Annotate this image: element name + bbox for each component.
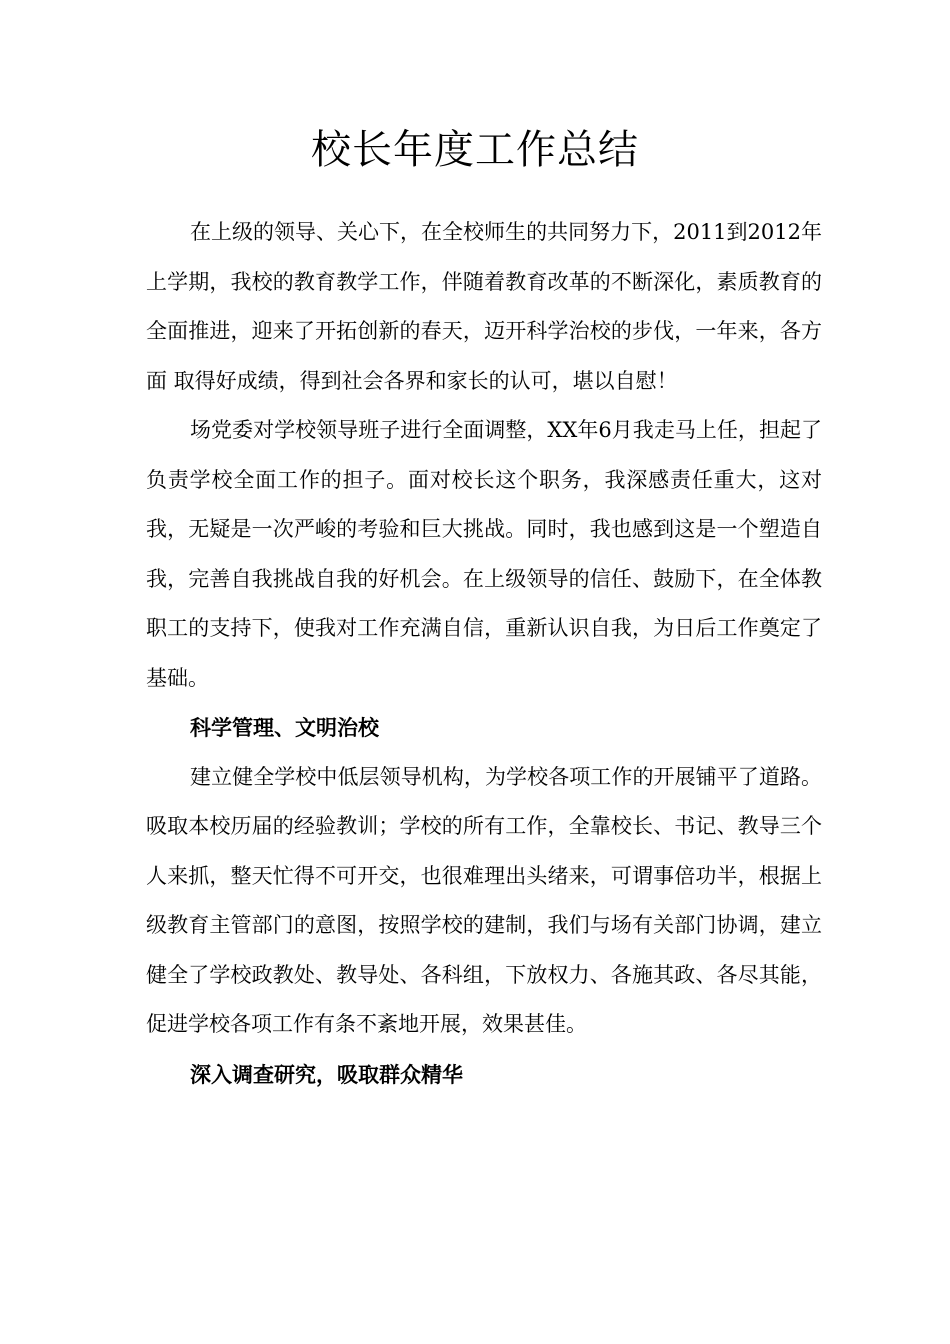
- management-paragraph: 建立健全学校中低层领导机构，为学校各项工作的开展铺平了道路。吸取本校历届的经验教训；学校的所有工作，全靠校长、书记、教导三个人来抓，整天忙得不可开交，也很难理出头绪来，可谓事倍功半，根据上级教育主管部门的意图，按照学校的建制，我们与场有关部门协调，建立健全了学校政教处、教导处、各科组，下放权力、各施其政、各尽其能，促进学校各项工作有条不紊地开展，效果甚佳。: [146, 764, 822, 1036]
- appointment-paragraph: 场党委对学校领导班子进行全面调整，XX年6月我走马上任，担起了负责学校全面工作的担子。面对校长这个职务，我深感责任重大，这对我，无疑是一次严峻的考验和巨大挑战。同时，我也感到这是一个塑造自我，完善自我挑战自我的好机会。在上级领导的信任、鼓励下，在全体教职工的支持下，使我对工作充满自信，重新认识自我，为日后工作奠定了基础。: [146, 418, 822, 690]
- document-body: [146, 208, 822, 1099]
- intro-paragraph: 在上级的领导、关心下，在全校师生的共同努力下，2011到2012年上学期，我校的教育教学工作，伴随着教育改革的不断深化，素质教育的全面推进，迎来了开拓创新的春天，迈开科学治校的步伐，一年来，各方面 取得好成绩，得到社会各界和家长的认可，堪以自慰！: [146, 220, 822, 393]
- section-heading-research: 深入调查研究，吸取群众精华: [190, 1061, 463, 1087]
- document-title: 校长年度工作总结: [311, 127, 639, 173]
- section-heading-management: 科学管理、文明治校: [190, 715, 379, 740]
